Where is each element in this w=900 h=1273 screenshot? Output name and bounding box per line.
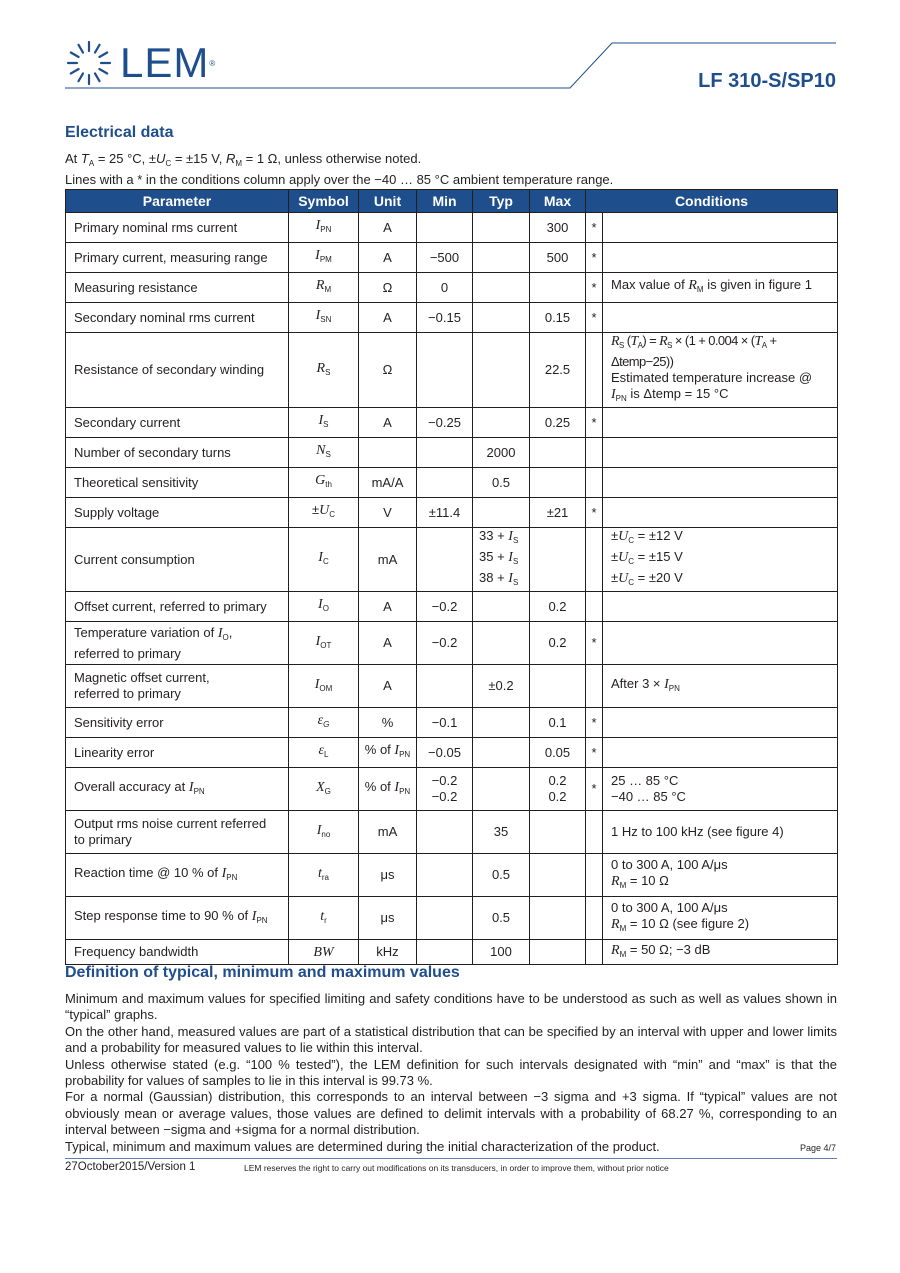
table-row	[66, 811, 838, 854]
table-row	[66, 738, 838, 768]
cell-conditions: Max value of $R_M$ is given in figure 1	[603, 273, 838, 303]
cell-parameter: Linearity error	[66, 738, 289, 768]
cell-conditions	[603, 468, 838, 498]
cell-symbol: $R_M$	[289, 273, 359, 303]
table-row	[66, 897, 838, 940]
table-row	[66, 768, 838, 811]
cond-line: $R_M = 10$ Ω (see figure 2)	[611, 915, 750, 933]
cell-conditions	[603, 243, 838, 273]
cell-parameter: Theoretical sensitivity	[66, 468, 289, 498]
typ-line: $35 + I_S$	[479, 549, 519, 566]
cell-star	[586, 333, 603, 408]
electrical-data-table	[65, 189, 838, 965]
cell-max: 0.25	[530, 408, 586, 438]
cell-star	[586, 811, 603, 854]
footer-date: 27October2015/Version 1	[65, 1161, 196, 1173]
table-row	[66, 528, 838, 592]
cell-star	[586, 528, 603, 592]
table-row	[66, 854, 838, 897]
product-title: LF 310-S/SP10	[698, 70, 836, 92]
cell-typ: 0.5	[473, 897, 530, 940]
cell-parameter	[66, 622, 289, 665]
cell-unit: V	[359, 498, 417, 528]
cell-min: −500	[417, 243, 473, 273]
cell-max: 0.2	[530, 592, 586, 622]
paragraph: Minimum and maximum values for specified limiting and safety conditions have to be understood as such as well as values shown in “typical” graphs.	[65, 991, 837, 1023]
typ-line: $33 + I_S$	[479, 528, 519, 545]
header-conditions: Conditions	[586, 190, 838, 213]
logo-text: LEM	[120, 39, 210, 86]
cell-parameter: Step response time to 90 % of $I_{PN}$	[66, 897, 289, 940]
cell-star	[586, 438, 603, 468]
cell-star	[586, 897, 603, 940]
cell-typ	[473, 303, 530, 333]
cell-symbol: $t_{ra}$	[289, 854, 359, 897]
cell-parameter: Primary nominal rms current	[66, 213, 289, 243]
cell-max: ±21	[530, 498, 586, 528]
section-title-electrical-data: Electrical data	[65, 124, 174, 141]
cell-unit: A	[359, 243, 417, 273]
cell-symbol: $t_r$	[289, 897, 359, 940]
cell-symbol: $X_G$	[289, 768, 359, 811]
formula-part: + Δtemp−25))	[611, 333, 777, 369]
param-line: referred to primary	[74, 645, 181, 661]
cell-typ	[473, 333, 530, 408]
param-line: referred to primary	[74, 686, 181, 701]
cell-min: −0.15	[417, 303, 473, 333]
cell-conditions	[603, 708, 838, 738]
cell-unit: μs	[359, 897, 417, 940]
cell-unit: A	[359, 592, 417, 622]
cell-parameter: Reaction time @ 10 % of $I_{PN}$	[66, 854, 289, 897]
cell-symbol: BW	[289, 940, 359, 965]
cell-symbol: $N_S$	[289, 438, 359, 468]
cell-typ: 35	[473, 811, 530, 854]
cell-star: *	[586, 768, 603, 811]
cond-text: is Δtemp = 15 °C	[630, 386, 729, 401]
cell-typ	[473, 528, 530, 592]
table-row	[66, 498, 838, 528]
cell-conditions	[603, 854, 838, 897]
cell-star	[586, 592, 603, 622]
intro-line-2: Lines with a * in the conditions column apply over the −40 … 85 °C ambient temperature range.	[65, 172, 614, 187]
cond-line: $I_{PN}$ is Δtemp = 15 °C	[611, 386, 729, 403]
sunburst-icon	[66, 40, 112, 86]
cond-line: $\pm U_C = \pm 20$ V	[611, 570, 683, 587]
cell-parameter: Secondary nominal rms current	[66, 303, 289, 333]
cell-typ	[473, 708, 530, 738]
intro-line-1: At $T_A = 25$ °C, $\pm U_C = \pm 15$ V, $R_M = 1$ Ω, unless otherwise noted.	[65, 151, 422, 168]
cell-parameter	[66, 811, 289, 854]
cell-unit: A	[359, 408, 417, 438]
header-typ: Typ	[473, 190, 530, 213]
cond-text: is given in figure 1	[707, 277, 812, 292]
cell-conditions	[603, 303, 838, 333]
cond-line: $\pm U_C = \pm 15$ V	[611, 549, 683, 566]
cell-symbol: $I_C$	[289, 528, 359, 592]
cell-conditions	[603, 438, 838, 468]
cell-unit: % of $I_{PN}$	[359, 768, 417, 811]
header-min: Min	[417, 190, 473, 213]
table-row	[66, 303, 838, 333]
cell-symbol: $I_{OM}$	[289, 665, 359, 708]
cell-conditions: $R_M = 50$ Ω; −3 dB	[603, 940, 838, 965]
cell-typ: 2000	[473, 438, 530, 468]
cell-star: *	[586, 498, 603, 528]
cell-symbol: $I_{OT}$	[289, 622, 359, 665]
cell-max: 0.05	[530, 738, 586, 768]
cell-min	[417, 940, 473, 965]
cell-typ	[473, 592, 530, 622]
footer-divider	[65, 1158, 837, 1159]
cell-symbol: $G_{th}$	[289, 468, 359, 498]
cell-min	[417, 528, 473, 592]
cond-line: 0 to 300 A, 100 A/μs	[611, 856, 728, 872]
cell-min: −0.2 −0.2	[417, 768, 473, 811]
cell-max: 300	[530, 213, 586, 243]
cell-conditions	[603, 498, 838, 528]
typ-line: $38 + I_S$	[479, 570, 519, 587]
cell-max	[530, 811, 586, 854]
table-row	[66, 622, 838, 665]
header-symbol: Symbol	[289, 190, 359, 213]
cell-unit: mA	[359, 528, 417, 592]
cell-star	[586, 665, 603, 708]
cell-symbol: $\pm U_C$	[289, 498, 359, 528]
cell-parameter: Supply voltage	[66, 498, 289, 528]
cell-typ: 0.5	[473, 854, 530, 897]
cell-unit: % of $I_{PN}$	[359, 738, 417, 768]
table-row	[66, 333, 838, 408]
cell-unit: μs	[359, 854, 417, 897]
cell-min	[417, 438, 473, 468]
table-row	[66, 243, 838, 273]
cell-parameter: Sensitivity error	[66, 708, 289, 738]
table-row	[66, 468, 838, 498]
cell-typ	[473, 498, 530, 528]
paragraph: For a normal (Gaussian) distribution, this corresponds to an interval between −3 sigma and +3 sigma. If “typical” values are not obviously mean or average values, those values are defined to delimit intervals with a probability of 68.27 %, corresponding to an interval between −sigma and +sigma for a normal distribution.	[65, 1089, 837, 1138]
cell-symbol: $\varepsilon_G$	[289, 708, 359, 738]
footer-note: LEM reserves the right to carry out modifications on its transducers, in order to improve them, without prior notice	[244, 1163, 669, 1173]
cell-star: *	[586, 622, 603, 665]
cell-unit: Ω	[359, 273, 417, 303]
cond-line: Estimated temperature increase @	[611, 370, 813, 385]
cell-max	[530, 940, 586, 965]
cell-min: −0.2	[417, 622, 473, 665]
cell-min	[417, 897, 473, 940]
cell-conditions	[603, 592, 838, 622]
section-title-definition: Definition of typical, minimum and maximum values	[65, 964, 460, 981]
cell-max	[530, 528, 586, 592]
cell-conditions	[603, 528, 838, 592]
cell-star: *	[586, 738, 603, 768]
cell-min	[417, 854, 473, 897]
cell-parameter: Measuring resistance	[66, 273, 289, 303]
cell-unit: A	[359, 622, 417, 665]
paragraph: Typical, minimum and maximum values are determined during the initial characterization of the product.	[65, 1138, 660, 1154]
cell-unit: A	[359, 213, 417, 243]
cell-max: 0.1	[530, 708, 586, 738]
table-row	[66, 408, 838, 438]
cell-unit: mA/A	[359, 468, 417, 498]
cond-line: $\pm U_C = \pm 12$ V	[611, 528, 683, 545]
paragraph: On the other hand, measured values are part of a statistical distribution that can be specified by an interval with upper and lower limits and a probability for measured values to lie within this interval.	[65, 1023, 837, 1056]
cell-star	[586, 854, 603, 897]
table-row	[66, 665, 838, 708]
cell-min: −0.2	[417, 592, 473, 622]
cell-min: ±11.4	[417, 498, 473, 528]
cell-star: *	[586, 273, 603, 303]
cell-typ	[473, 213, 530, 243]
param-line: Temperature variation of $I_O$,	[74, 624, 233, 642]
header-parameter: Parameter	[66, 190, 289, 213]
header-unit: Unit	[359, 190, 417, 213]
cell-parameter: Offset current, referred to primary	[66, 592, 289, 622]
cond-line: 0 to 300 A, 100 A/μs	[611, 899, 728, 915]
cell-conditions: 25 … 85 °C −40 … 85 °C	[603, 768, 838, 811]
cell-symbol: $I_{SN}$	[289, 303, 359, 333]
cond-line: $R_M = 10$ Ω	[611, 872, 669, 890]
cell-min	[417, 468, 473, 498]
cell-min	[417, 213, 473, 243]
cell-symbol: $R_S$	[289, 333, 359, 408]
table-row	[66, 438, 838, 468]
cell-min: −0.25	[417, 408, 473, 438]
cell-unit: Ω	[359, 333, 417, 408]
table-row	[66, 940, 838, 965]
cell-typ	[473, 622, 530, 665]
table-row	[66, 708, 838, 738]
cell-conditions: 1 Hz to 100 kHz (see figure 4)	[603, 811, 838, 854]
cell-unit: mA	[359, 811, 417, 854]
cell-typ	[473, 243, 530, 273]
cell-conditions: After $3 \times I_{PN}$	[603, 665, 838, 708]
cell-symbol: $I_O$	[289, 592, 359, 622]
cell-typ	[473, 738, 530, 768]
cell-symbol: $I_{no}$	[289, 811, 359, 854]
cell-typ: 100	[473, 940, 530, 965]
cell-max	[530, 468, 586, 498]
table-row	[66, 213, 838, 243]
cell-star: *	[586, 408, 603, 438]
cell-unit: A	[359, 303, 417, 333]
cell-conditions	[603, 622, 838, 665]
cell-parameter: Overall accuracy at $I_{PN}$	[66, 768, 289, 811]
lem-logo	[66, 40, 215, 86]
cell-max	[530, 438, 586, 468]
formula-part: (1 + 0.004 × (	[684, 333, 755, 348]
cell-max	[530, 665, 586, 708]
cell-star: *	[586, 708, 603, 738]
cell-typ	[473, 768, 530, 811]
table-header-row	[66, 190, 838, 213]
cell-conditions	[603, 897, 838, 940]
cell-typ: 0.5	[473, 468, 530, 498]
cell-conditions	[603, 213, 838, 243]
definition-text	[65, 991, 837, 1155]
cell-conditions	[603, 408, 838, 438]
cell-conditions	[603, 333, 838, 408]
cell-min	[417, 665, 473, 708]
cell-typ	[473, 273, 530, 303]
cell-max	[530, 854, 586, 897]
cell-unit: %	[359, 708, 417, 738]
cell-max	[530, 897, 586, 940]
header-max: Max	[530, 190, 586, 213]
paragraph: Unless otherwise stated (e.g. “100 % tested”), the LEM definition for such intervals designated with “min” and “max” is that the probability for values of samples to lie in this interval is 99.73 %.	[65, 1056, 837, 1089]
cell-typ: ±0.2	[473, 665, 530, 708]
logo-registered-mark: ®	[209, 58, 216, 68]
intro-text	[65, 151, 613, 188]
cell-parameter: Secondary current	[66, 408, 289, 438]
cell-min: −0.05	[417, 738, 473, 768]
cell-min	[417, 333, 473, 408]
cell-max: 0.15	[530, 303, 586, 333]
cell-unit: kHz	[359, 940, 417, 965]
cell-star	[586, 468, 603, 498]
cell-conditions	[603, 738, 838, 768]
param-line: to primary	[74, 832, 132, 847]
cell-typ	[473, 408, 530, 438]
cell-symbol: $I_{PM}$	[289, 243, 359, 273]
cell-max: 0.2 0.2	[530, 768, 586, 811]
cell-unit	[359, 438, 417, 468]
cond-formula: $R_S$ $(T_A) = R_S \times (1 + 0.004 \times (T_A$ + Δtemp−25))	[611, 333, 777, 369]
param-line: Magnetic offset current,	[74, 670, 210, 685]
cell-symbol: $I_{PN}$	[289, 213, 359, 243]
cond-text: Max value of	[611, 277, 685, 292]
cell-max: 22.5	[530, 333, 586, 408]
param-line: Output rms noise current referred	[74, 816, 267, 831]
cell-max: 500	[530, 243, 586, 273]
cell-parameter: Primary current, measuring range	[66, 243, 289, 273]
cell-parameter: Frequency bandwidth	[66, 940, 289, 965]
cell-parameter: Current consumption	[66, 528, 289, 592]
cell-min: 0	[417, 273, 473, 303]
table-row	[66, 592, 838, 622]
cell-max	[530, 273, 586, 303]
cell-star: *	[586, 243, 603, 273]
page-number: Page 4/7	[799, 1143, 836, 1153]
cell-parameter	[66, 665, 289, 708]
cell-parameter: Number of secondary turns	[66, 438, 289, 468]
cell-parameter: Resistance of secondary winding	[66, 333, 289, 408]
cell-max: 0.2	[530, 622, 586, 665]
cell-min: −0.1	[417, 708, 473, 738]
cell-min	[417, 811, 473, 854]
cell-symbol: $I_S$	[289, 408, 359, 438]
cell-star	[586, 940, 603, 965]
cell-star: *	[586, 213, 603, 243]
table-row	[66, 273, 838, 303]
cell-symbol: $\varepsilon_L$	[289, 738, 359, 768]
cell-star: *	[586, 303, 603, 333]
cell-unit: A	[359, 665, 417, 708]
